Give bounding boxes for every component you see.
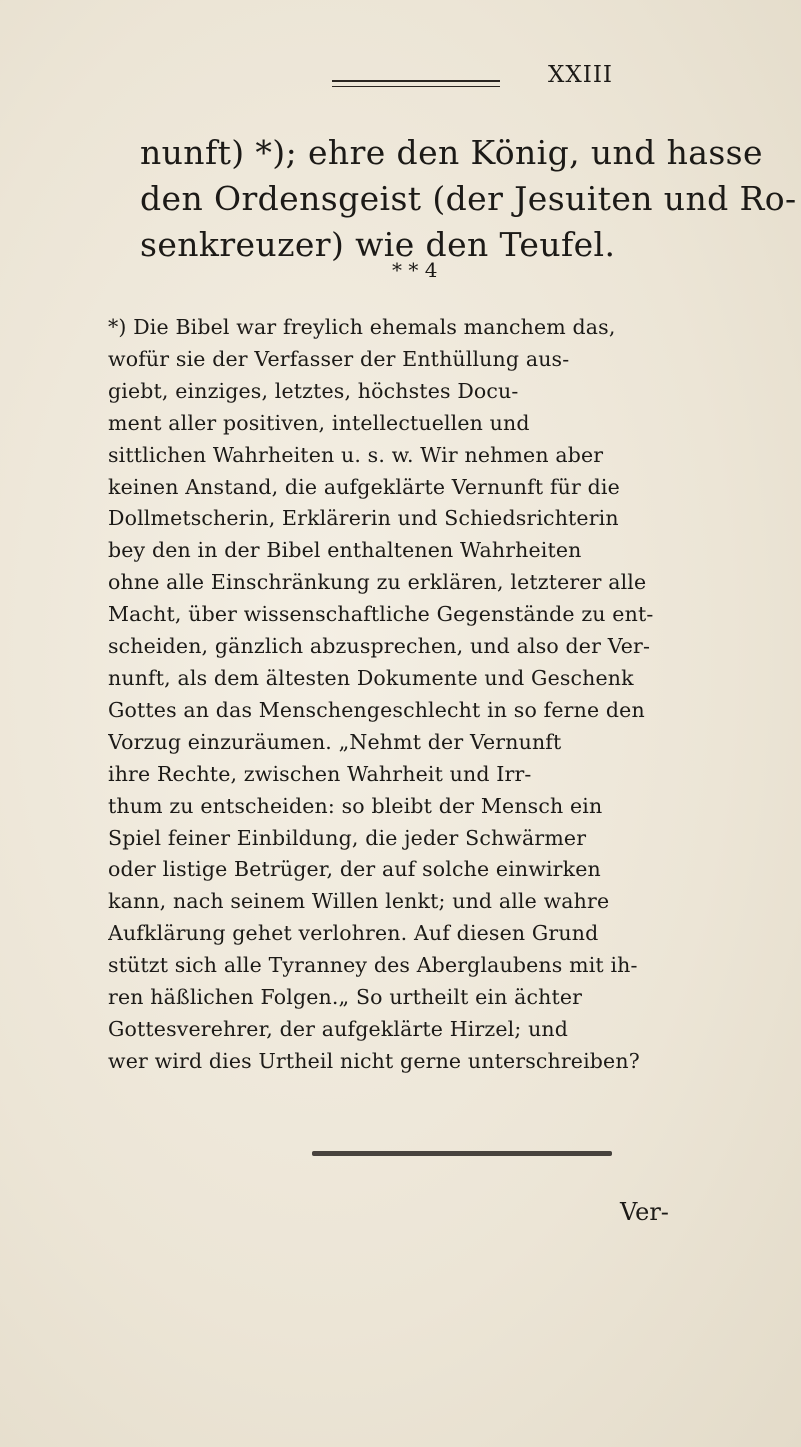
footnote-line: Gottesverehrer, der aufgeklärte Hirzel; und <box>108 1016 569 1041</box>
footer-rule <box>312 1151 612 1156</box>
footnote-line: Spiel feiner Einbildung, die jeder Schwärmer <box>108 825 587 850</box>
footnote-line: *) Die Bibel war freylich ehemals manchem das, <box>108 315 616 339</box>
footnote-line: oder listige Betrüger, der auf solche einwirken <box>108 857 601 882</box>
footnote-line: keinen Anstand, die aufgeklärte Vernunft für die <box>108 474 620 499</box>
catchword: Ver- <box>620 1198 669 1226</box>
footnote-line: ihre Rechte, zwischen Wahrheit und Irr- <box>108 761 532 786</box>
footnote-line: Aufklärung gehet verlohren. Auf diesen Grund <box>108 921 599 946</box>
footnote-line: Gottes an das Menschengeschlecht in so ferne den <box>108 697 645 722</box>
footnote-line: ohne alle Einschränkung zu erklären, letzterer alle <box>108 570 647 595</box>
footnote-block <box>108 312 763 1078</box>
main-text-line: nunft) *); ehre den König, und hasse <box>140 133 763 172</box>
footnote-line: ment aller positiven, intellectuellen und <box>108 410 530 435</box>
printer-signature: * * 4 <box>392 258 438 282</box>
footnote-line: giebt, einziges, letztes, höchstes Docu- <box>108 378 519 403</box>
footnote-line: wer wird dies Urtheil nicht gerne unterschreiben? <box>108 1048 640 1073</box>
footnote-line: kann, nach seinem Willen lenkt; und alle wahre <box>108 889 610 914</box>
footnote-line: stützt sich alle Tyranney des Aberglaubens mit ih- <box>108 953 638 978</box>
footnote-line: thum zu entscheiden: so bleibt der Mensch ein <box>108 793 603 818</box>
footnote-line: scheiden, gänzlich abzusprechen, und also der Ver- <box>108 634 651 659</box>
footnote-line: wofür sie der Verfasser der Enthüllung aus- <box>108 346 570 371</box>
footnote-line: Macht, über wissenschaftliche Gegenstände zu ent- <box>108 602 654 627</box>
header-rule <box>332 80 500 87</box>
main-text-block <box>140 130 797 268</box>
footnote-line: Vorzug einzuräumen. „Nehmt der Vernunft <box>108 729 562 754</box>
main-text-line: den Ordensgeist (der Jesuiten und Ro- <box>140 179 797 218</box>
footnote-line: sittlichen Wahrheiten u. s. w. Wir nehmen aber <box>108 442 604 467</box>
main-text-line: senkreuzer) wie den Teufel. <box>140 225 616 264</box>
footnote-line: Dollmetscherin, Erklärerin und Schiedsrichterin <box>108 506 619 531</box>
page-number: XXIII <box>548 62 614 88</box>
footnote-line: bey den in der Bibel enthaltenen Wahrheiten <box>108 538 582 563</box>
footnote-line: nunft, als dem ältesten Dokumente und Geschenk <box>108 665 634 690</box>
footnote-line: ren häßlichen Folgen.„ So urtheilt ein ächter <box>108 985 583 1010</box>
